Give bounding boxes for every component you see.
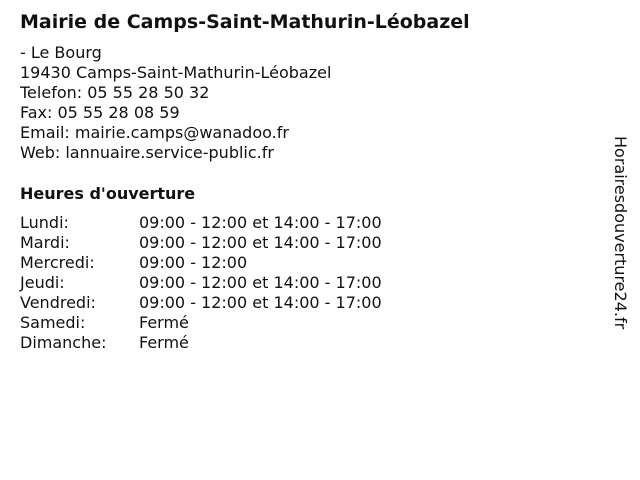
day-hours: 09:00 - 12:00 et 14:00 - 17:00 xyxy=(139,293,382,312)
day-label: Samedi: xyxy=(20,313,86,332)
day-label: Mercredi: xyxy=(20,253,95,272)
day-label: Lundi: xyxy=(20,213,69,232)
day-label: Mardi: xyxy=(20,233,70,252)
day-label: Vendredi: xyxy=(20,293,96,312)
day-hours: 09:00 - 12:00 et 14:00 - 17:00 xyxy=(139,233,382,252)
page-title: Mairie de Camps-Saint-Mathurin-Léobazel xyxy=(20,11,470,33)
day-label: Dimanche: xyxy=(20,333,107,352)
day-hours: 09:00 - 12:00 et 14:00 - 17:00 xyxy=(139,213,382,232)
day-hours: 09:00 - 12:00 xyxy=(139,253,248,272)
day-hours: Fermé xyxy=(139,333,189,352)
day-label: Jeudi: xyxy=(20,273,65,292)
phone-number: Telefon: 05 55 28 50 32 xyxy=(20,83,210,102)
city-address: 19430 Camps-Saint-Mathurin-Léobazel xyxy=(20,63,332,82)
email-address: Email: mairie.camps@wanadoo.fr xyxy=(20,123,289,142)
street-address: - Le Bourg xyxy=(20,43,102,62)
day-hours: Fermé xyxy=(139,313,189,332)
brand-watermark: Horairesdouverture24.fr xyxy=(611,136,630,330)
website-link: Web: lannuaire.service-public.fr xyxy=(20,143,274,162)
hours-heading: Heures d'ouverture xyxy=(20,184,196,203)
fax-number: Fax: 05 55 28 08 59 xyxy=(20,103,180,122)
day-hours: 09:00 - 12:00 et 14:00 - 17:00 xyxy=(139,273,382,292)
contact-block xyxy=(20,43,331,163)
